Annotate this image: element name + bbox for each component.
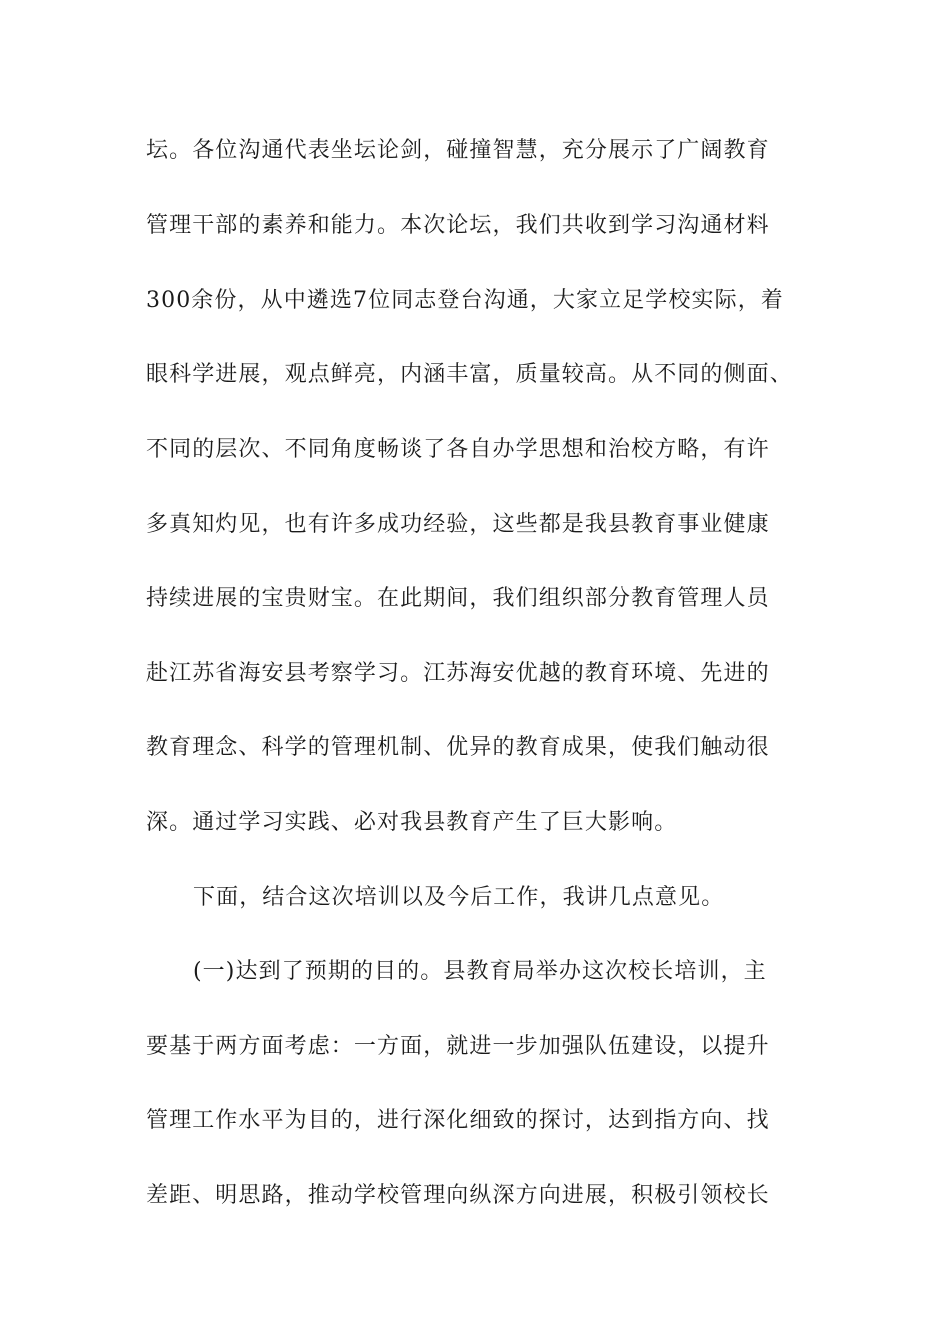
text-line: 赴江苏省海安县考察学习。江苏海安优越的教育环境、先进的	[146, 661, 770, 686]
text-line: 要基于两方面考虑：一方面，就进一步加强队伍建设，以提升	[146, 1034, 770, 1059]
paragraph-first-line: (一)达到了预期的目的。县教育局举办这次校长培训，主	[193, 959, 767, 984]
paragraph-first-line: 下面，结合这次培训以及今后工作，我讲几点意见。	[193, 885, 725, 910]
text-line: 差距、明思路，推动学校管理向纵深方向进展，积极引领校长	[146, 1183, 770, 1208]
text-line: 深。通过学习实践、必对我县教育产生了巨大影响。	[146, 810, 678, 835]
text-line: 管理干部的素养和能力。本次论坛，我们共收到学习沟通材料	[146, 213, 770, 238]
text-line: 眼科学进展，观点鲜亮，内涵丰富，质量较高。从不同的侧面、	[146, 362, 793, 387]
text-line: 持续进展的宝贵财宝。在此期间，我们组织部分教育管理人员	[146, 586, 770, 611]
text-line: 教育理念、科学的管理机制、优异的教育成果，使我们触动很	[146, 735, 770, 760]
text-line: 坛。各位沟通代表坐坛论剑，碰撞智慧，充分展示了广阔教育	[146, 138, 770, 163]
text-line: 管理工作水平为目的，进行深化细致的探讨，达到指方向、找	[146, 1108, 770, 1133]
text-line: 不同的层次、不同角度畅谈了各自办学思想和治校方略，有许	[146, 437, 770, 462]
text-line: 多真知灼见，也有许多成功经验，这些都是我县教育事业健康	[146, 512, 770, 537]
text-line: 300余份，从中遴选7位同志登台沟通，大家立足学校实际，着	[146, 288, 784, 313]
